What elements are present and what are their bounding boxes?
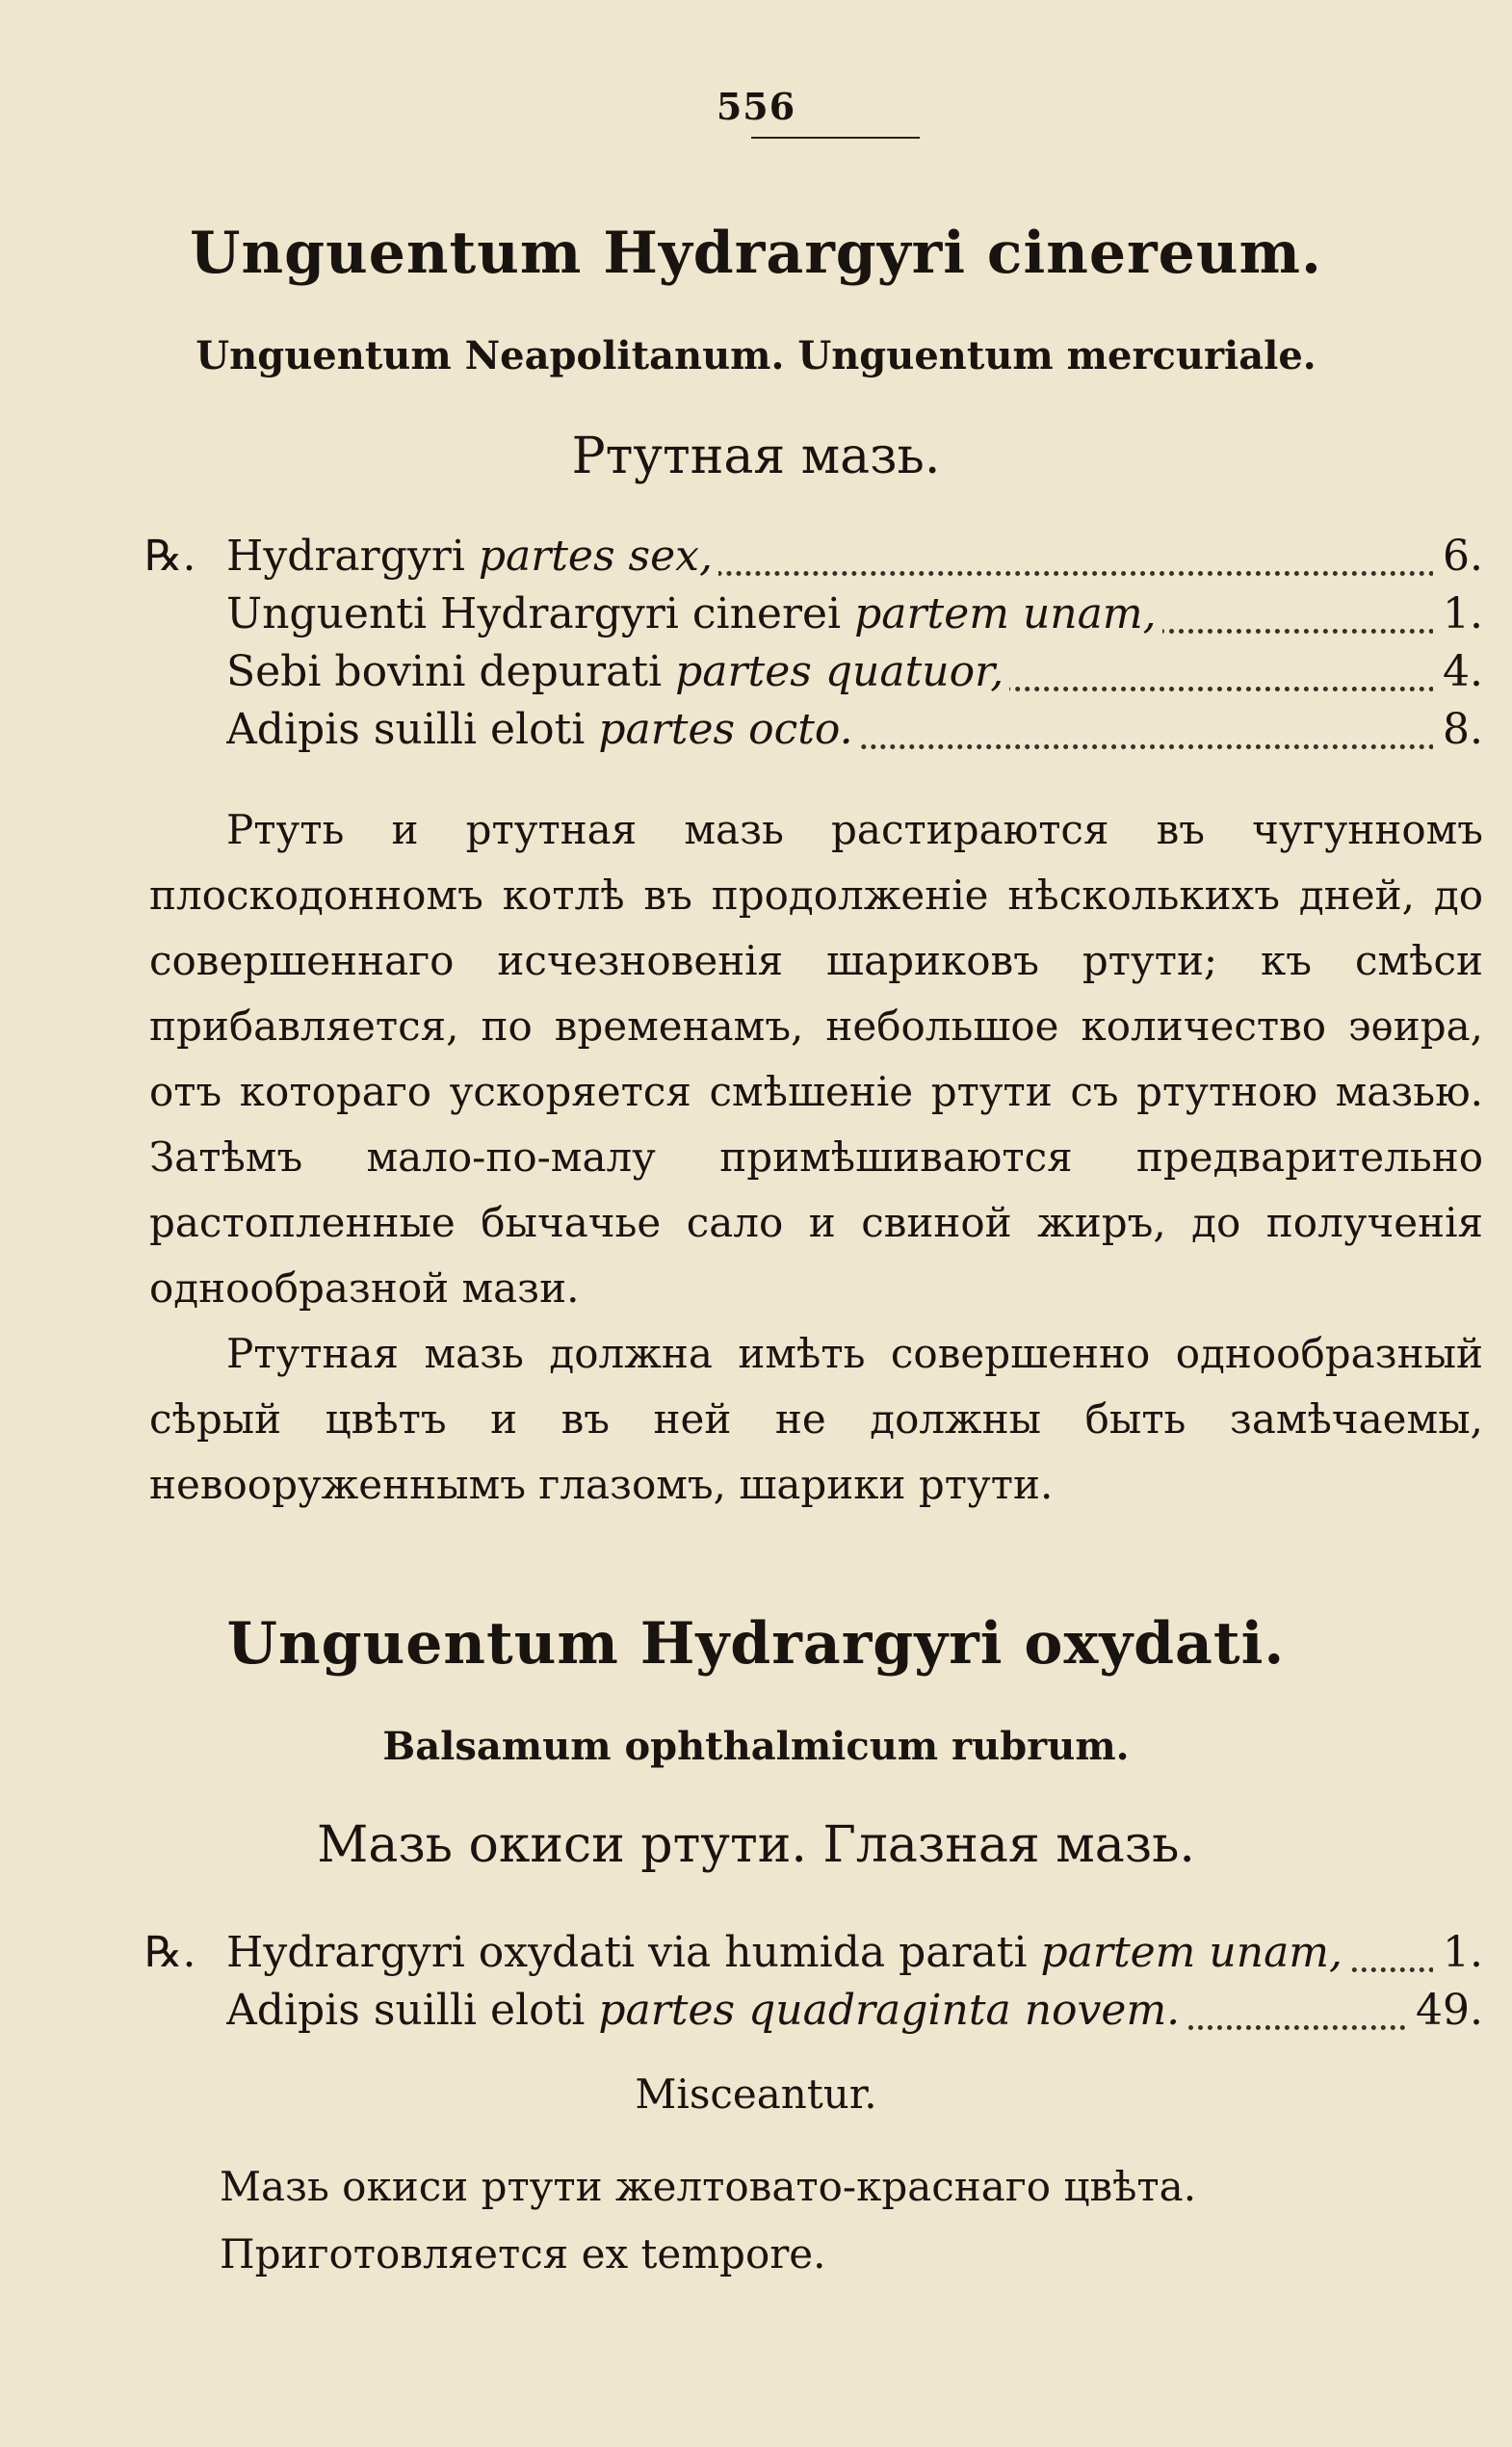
section1-russian-title: Ртутная мазь. (571, 428, 941, 485)
section1-paragraph-1: Ртуть и ртутная мазь растираются въ чугунномъ плоскодонномъ котлѣ въ продолженіе нѣсколькихъ дней, до совершеннаго исчезновенія шариковъ ртути; къ смѣси прибавляется, по временамъ, небольшое количество эѳира, отъ котораго ускоряется смѣшеніе ртути съ ртутною мазью. Затѣмъ мало-по-малу примѣшиваются предварительно растопленные бычачье сало и свиной жиръ, до полученія однообразной мази. (149, 806, 1483, 1312)
page-number-rule (751, 137, 920, 139)
section2-rx-symbol: ℞. (144, 1928, 196, 1977)
section1-recipe-line-3: Sebi bovini depurati partes quatuor, 4. (226, 647, 1483, 696)
section2-note-2: Приготовляется ex tempore. (220, 2230, 826, 2278)
section1-title: Unguentum Hydrargyri cinereum. (190, 220, 1322, 287)
section1-paragraph-2: Ртутная мазь должна имѣть совершенно однообразный сѣрый цвѣтъ и въ ней не должны быть замѣчаемы, невооруженнымъ глазомъ, шарики ртути. (149, 1330, 1483, 1508)
section2-synonyms: Balsamum ophthalmicum rubrum. (382, 1724, 1130, 1769)
section1-synonyms: Unguentum Neapolitanum. Unguentum mercuriale. (196, 333, 1316, 378)
section2-title: Unguentum Hydrargyri oxydati. (226, 1610, 1286, 1678)
section1-recipe-line-2: Unguenti Hydrargyri cinerei partem unam, 1. (226, 589, 1483, 638)
section1-body (149, 797, 1483, 1518)
page-number: 556 (716, 85, 796, 128)
section2-recipe-line-2: Adipis suilli eloti partes quadraginta novem. 49. (226, 1986, 1483, 2035)
section2-russian-title: Мазь окиси ртути. Глазная мазь. (317, 1816, 1195, 1874)
section2-note-1: Мазь окиси ртути желтовато-краснаго цвѣта. (220, 2163, 1197, 2210)
section2-misceantur: Misceantur. (635, 2070, 877, 2118)
section1-recipe-line-1: Hydrargyri partes sex, 6. (226, 532, 1483, 581)
section1-rx-symbol: ℞. (144, 532, 196, 581)
section2-recipe-line-1: Hydrargyri oxydati via humida parati partem unam, 1. (226, 1928, 1483, 1977)
section1-recipe-line-4: Adipis suilli eloti partes octo. 8. (226, 705, 1483, 754)
